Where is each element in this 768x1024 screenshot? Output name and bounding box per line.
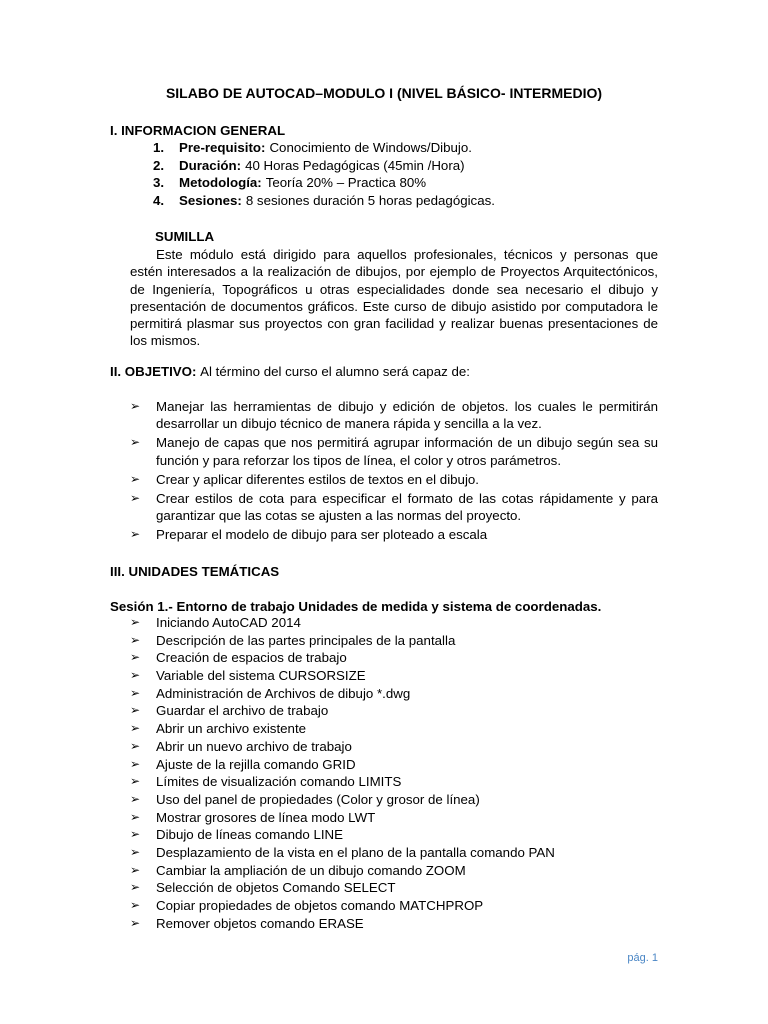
topic-text: Ajuste de la rejilla comando GRID [156,756,356,772]
info-item-value: 8 sesiones duración 5 horas pedagógicas. [245,193,495,209]
arrow-bullet-icon: ➢ [130,650,141,665]
arrow-bullet-icon: ➢ [130,915,141,930]
arrow-bullet-icon: ➢ [130,632,141,647]
topic-text: Abrir un nuevo archivo de trabajo [156,738,352,754]
info-item-value: Teoría 20% – Practica 80% [265,175,427,191]
arrow-bullet-icon: ➢ [130,880,141,895]
objetivos-list [130,398,658,545]
arrow-bullet-icon: ➢ [130,668,141,683]
arrow-bullet-icon: ➢ [130,756,141,771]
arrow-bullet-icon: ➢ [130,490,141,505]
topic-item [130,844,658,862]
topic-item [130,614,658,632]
topic-text: Cambiar la ampliación de un dibujo comando ZOOM [156,862,466,878]
topic-text: Uso del panel de propiedades (Color y grosor de línea) [156,791,480,807]
arrow-bullet-icon: ➢ [130,721,141,736]
topic-item [130,773,658,791]
objetivo-text: Manejo de capas que nos permitirá agrupar información de un dibujo según sea su función y para reforzar los tipos de línea, el color y otros parámetros. [156,435,658,468]
topic-text: Iniciando AutoCAD 2014 [156,615,301,630]
objetivo-text: Crear estilos de cota para especificar el formato de las cotas rápidamente y para garantizar que las cotas se ajusten a las normas del proyecto. [156,490,658,523]
objetivo-item [130,471,658,488]
arrow-bullet-icon: ➢ [130,471,141,486]
sumilla-paragraph: Este módulo está dirigido para aquellos profesionales, técnicos y personas que estén interesados a la realización de dibujos, por ejemplo de Proyectos Arquitectónicos, de Ingeniería, Topográficos u otras especialidades donde sea necesario el dibujo y presentación de documentos gráficos. Este curso de dibujo asistido por computadora le permitirá plasmar sus proyectos con gran facilidad y realizar buenas presentaciones de los mismos. [130,247,658,349]
page-number: pág. 1 [627,952,658,964]
info-item-number: 3. [153,175,165,191]
topic-text: Administración de Archivos de dibujo *.dwg [156,685,411,701]
topic-text: Dibujo de líneas comando LINE [156,827,344,843]
arrow-bullet-icon: ➢ [130,526,141,541]
sumilla-heading: SUMILLA [155,229,215,244]
arrow-bullet-icon: ➢ [130,898,141,912]
topic-item [130,756,658,774]
topic-text: Guardar el archivo de trabajo [156,703,329,719]
info-item [153,174,495,192]
info-item-label: Metodología: [179,175,262,191]
arrow-bullet-icon: ➢ [130,791,141,806]
objetivo-item [130,490,658,525]
arrow-bullet-icon: ➢ [130,435,141,450]
info-item-number: 2. [153,157,165,173]
info-item-label: Pre-requisito: [179,140,266,155]
objetivo-text: Manejar las herramientas de dibujo y edición de objetos. los cuales le permitirán desarrollar un dibujo técnico de manera rápida y sencilla a la vez. [156,399,658,432]
info-list [153,139,495,210]
topic-item [130,879,658,897]
topic-item [130,667,658,685]
topic-text: Desplazamiento de la vista en el plano de la pantalla comando PAN [156,844,555,860]
topic-item [130,826,658,844]
info-item-number: 1. [153,140,165,155]
section-objetivo-heading [110,363,470,381]
topic-item [130,809,658,827]
topic-text: Descripción de las partes principales de la pantalla [156,632,456,648]
topic-text: Creación de espacios de trabajo [156,650,347,666]
arrow-bullet-icon: ➢ [130,685,141,700]
topic-text: Mostrar grosores de línea modo LWT [156,809,376,825]
topic-item [130,685,658,703]
topic-item [130,915,658,933]
arrow-bullet-icon: ➢ [130,615,141,629]
topic-text: Remover objetos comando ERASE [156,915,364,931]
info-item-number: 4. [153,193,165,209]
objetivo-item [130,398,658,433]
info-item [153,157,495,175]
topic-item [130,702,658,720]
arrow-bullet-icon: ➢ [130,774,141,789]
info-item-value: Conocimiento de Windows/Dibujo. [269,140,472,155]
objetivo-text: Crear y aplicar diferentes estilos de textos en el dibujo. [156,471,479,487]
topic-item [130,720,658,738]
arrow-bullet-icon: ➢ [130,862,141,877]
topic-item [130,632,658,650]
arrow-bullet-icon: ➢ [130,827,141,842]
arrow-bullet-icon: ➢ [130,703,141,718]
objetivo-label: II. OBJETIVO: [110,364,197,379]
topic-item [130,791,658,809]
topic-text: Abrir un archivo existente [156,721,307,737]
arrow-bullet-icon: ➢ [130,738,141,753]
info-item-value: 40 Horas Pedagógicas (45min /Hora) [245,157,465,173]
document-title: SILABO DE AUTOCAD–MODULO I (NIVEL BÁSICO- INTERMEDIO) [165,85,603,101]
objetivo-item [130,434,658,469]
info-item-label: Sesiones: [179,193,242,209]
arrow-bullet-icon: ➢ [130,809,141,824]
objetivo-intro: Al término del curso el alumno será capaz de: [200,364,470,379]
topic-text: Variable del sistema CURSORSIZE [156,668,366,684]
objetivo-text: Preparar el modelo de dibujo para ser ploteado a escala [156,526,488,542]
session-1-heading: Sesión 1.- Entorno de trabajo Unidades de medida y sistema de coordenadas. [110,599,602,614]
arrow-bullet-icon: ➢ [130,844,141,859]
info-item [153,192,495,210]
topic-text: Selección de objetos Comando SELECT [156,880,396,896]
topic-item [130,738,658,756]
section-informacion-general-heading: I. INFORMACION GENERAL [110,123,286,138]
topic-item [130,897,658,915]
topic-text: Copiar propiedades de objetos comando MATCHPROP [156,898,484,913]
info-item [153,139,495,157]
topic-item [130,862,658,880]
topic-text: Límites de visualización comando LIMITS [156,774,402,790]
section-unidades-tematicas-heading: III. UNIDADES TEMÁTICAS [110,564,280,579]
info-item-label: Duración: [179,157,242,173]
topic-item [130,649,658,667]
arrow-bullet-icon: ➢ [130,399,141,413]
objetivo-item [130,526,658,543]
session-1-topics-list [130,614,658,932]
